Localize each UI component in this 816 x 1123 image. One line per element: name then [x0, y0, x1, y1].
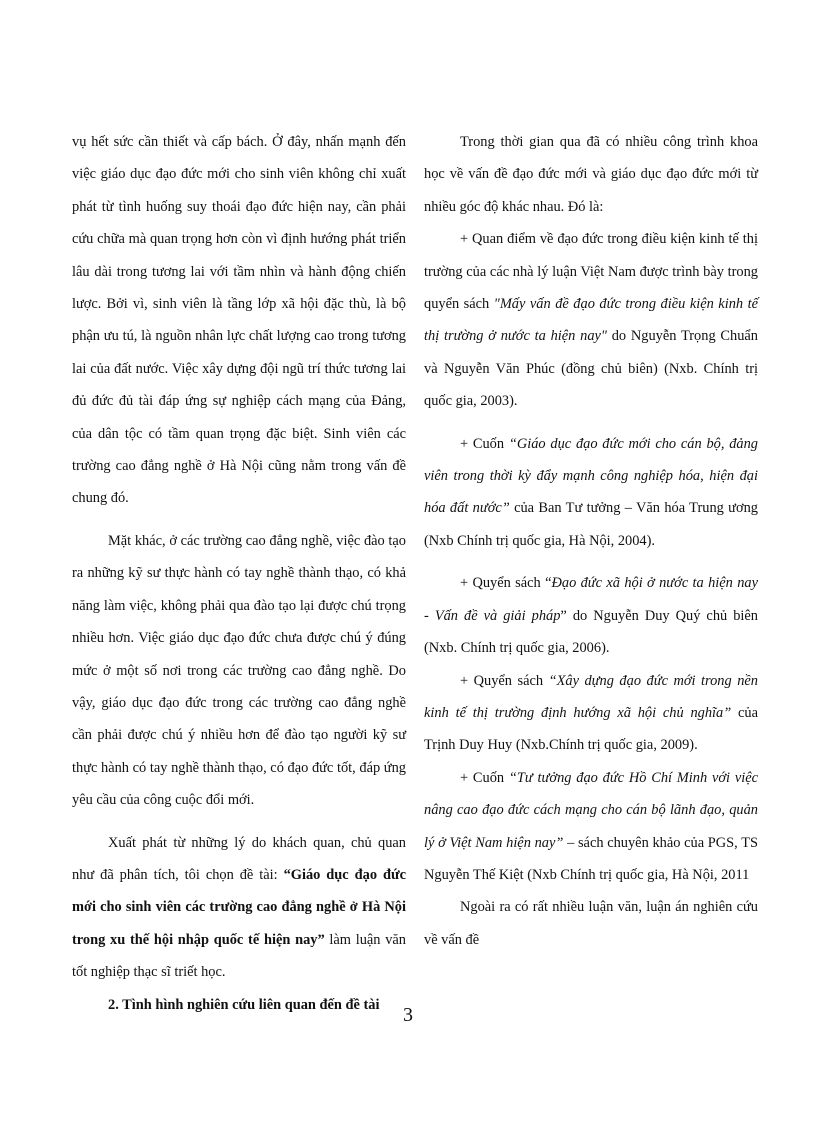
text-run: + Cuốn — [460, 769, 509, 786]
list-item — [424, 428, 758, 558]
page-number: 3 — [403, 1004, 413, 1026]
thesis-title: “Giáo dục đạo đức mới cho sinh viên các trường cao đẳng nghề ở Hà Nội trong xu thế hội nhập quốc tế hiện nay” — [72, 866, 406, 948]
paragraph — [72, 827, 406, 989]
section-heading: 2. Tình hình nghiên cứu liên quan đến đề tài — [108, 996, 380, 1013]
text-run: làm luận văn tốt nghiệp thạc sĩ triết học. — [72, 931, 406, 981]
list-item — [424, 567, 758, 664]
paragraph: Mặt khác, ở các trường cao đẳng nghề, việc đào tạo ra những kỹ sư thực hành có tay nghề thành thạo, có khả năng làm việc, không phải qua đào tạo lại được chú trọng nhiều hơn. Việc giáo dục đạo đức chưa được chú ý đúng mức ở một số nơi trong các trường cao đẳng nghề. Do vậy, giáo dục đạo đức trong các trường cao đẳng nghề cần phải được chú ý nhiều hơn để đào tạo người kỹ sư thực hành có tay nghề thành thạo, có đạo đức tốt, đáp ứng yêu cầu của công cuộc đổi mới. — [72, 532, 406, 809]
text-run: + Quyển sách “ — [460, 575, 552, 592]
right-column — [424, 126, 758, 956]
book-title: “Giáo dục đạo đức mới cho cán bộ, đảng viên trong thời kỳ đẩy mạnh công nghiệp hóa, hiện đại hóa đất nước” — [424, 435, 758, 517]
text-run: + Quyển sách — [460, 672, 549, 689]
book-title: “Tư tưởng đạo đức Hồ Chí Minh với việc nâng cao đạo đức cách mạng cho cán bộ lãnh đạo, quản lý ở Việt Nam hiện nay” — [424, 769, 758, 851]
book-title: "Mấy vấn đề đạo đức trong điều kiện kinh tế thị trường ở nước ta hiện nay" — [424, 296, 758, 345]
text-run: ” do Nguyễn Duy Quý chủ biên (Nxb. Chính trị quốc gia, 2006). — [424, 607, 759, 657]
text-run: + Quan điểm về đạo đức trong điều kiện kinh tế thị trường của các nhà lý luận Việt Nam được trình bày trong quyển sách — [424, 231, 758, 313]
left-column — [72, 126, 406, 1021]
paragraph: vụ hết sức cần thiết và cấp bách. Ở đây, nhấn mạnh đến việc giáo dục đạo đức mới cho sinh viên không chỉ xuất phát từ tình huống suy thoái đạo đức hiện nay, cần phải cứu chữa mà quan trọng hơn còn vì định hướng phát triển lâu dài trong tương lai với tầm nhìn và hành động chiến lược. Bởi vì, sinh viên là tầng lớp xã hội đặc thù, là bộ phận ưu tú, là nguồn nhân lực chất lượng cao trong tương lai của đất nước. Việc xây dựng đội ngũ trí thức tương lai đủ đức đủ tài đáp ứng sự nghiệp cách mạng của Đảng, của dân tộc có tầm quan trọng đặc biệt. Sinh viên các trường cao đẳng nghề ở Hà Nội cũng nằm trong vấn đề chung đó. — [72, 134, 406, 507]
text-run: của Ban Tư tưởng – Văn hóa Trung ương (Nxb Chính trị quốc gia, Hà Nội, 2004). — [424, 500, 758, 549]
text-run: – sách chuyên khảo của PGS, TS Nguyễn Thế Kiệt (Nxb Chính trị quốc gia, Hà Nội, 2011 — [424, 834, 759, 883]
book-title: “Xây dựng đạo đức mới trong nền kinh tế thị trường định hướng xã hội chủ nghĩa” — [424, 672, 758, 721]
text-run: do Nguyễn Trọng Chuẩn và Nguyễn Văn Phúc (đồng chủ biên) (Nxb. Chính trị quốc gia, 2003). — [424, 328, 758, 410]
list-item — [424, 223, 758, 417]
list-item — [424, 665, 758, 762]
list-item — [424, 762, 758, 892]
book-title: Đạo đức xã hội ở nước ta hiện nay - Vấn đề và giải pháp — [424, 575, 758, 624]
text-run: + Cuốn — [460, 435, 509, 452]
text-run: của Trịnh Duy Huy (Nxb.Chính trị quốc gia, 2009). — [424, 704, 758, 754]
text-run: Xuất phát từ những lý do khách quan, chủ quan như đã phân tích, tôi chọn đề tài: — [72, 834, 406, 883]
paragraph: Ngoài ra có rất nhiều luận văn, luận án nghiên cứu về vấn đề — [424, 899, 758, 948]
paragraph: Trong thời gian qua đã có nhiều công trình khoa học về vấn đề đạo đức mới và giáo dục đạo đức mới từ nhiều góc độ khác nhau. Đó là: — [424, 134, 758, 215]
